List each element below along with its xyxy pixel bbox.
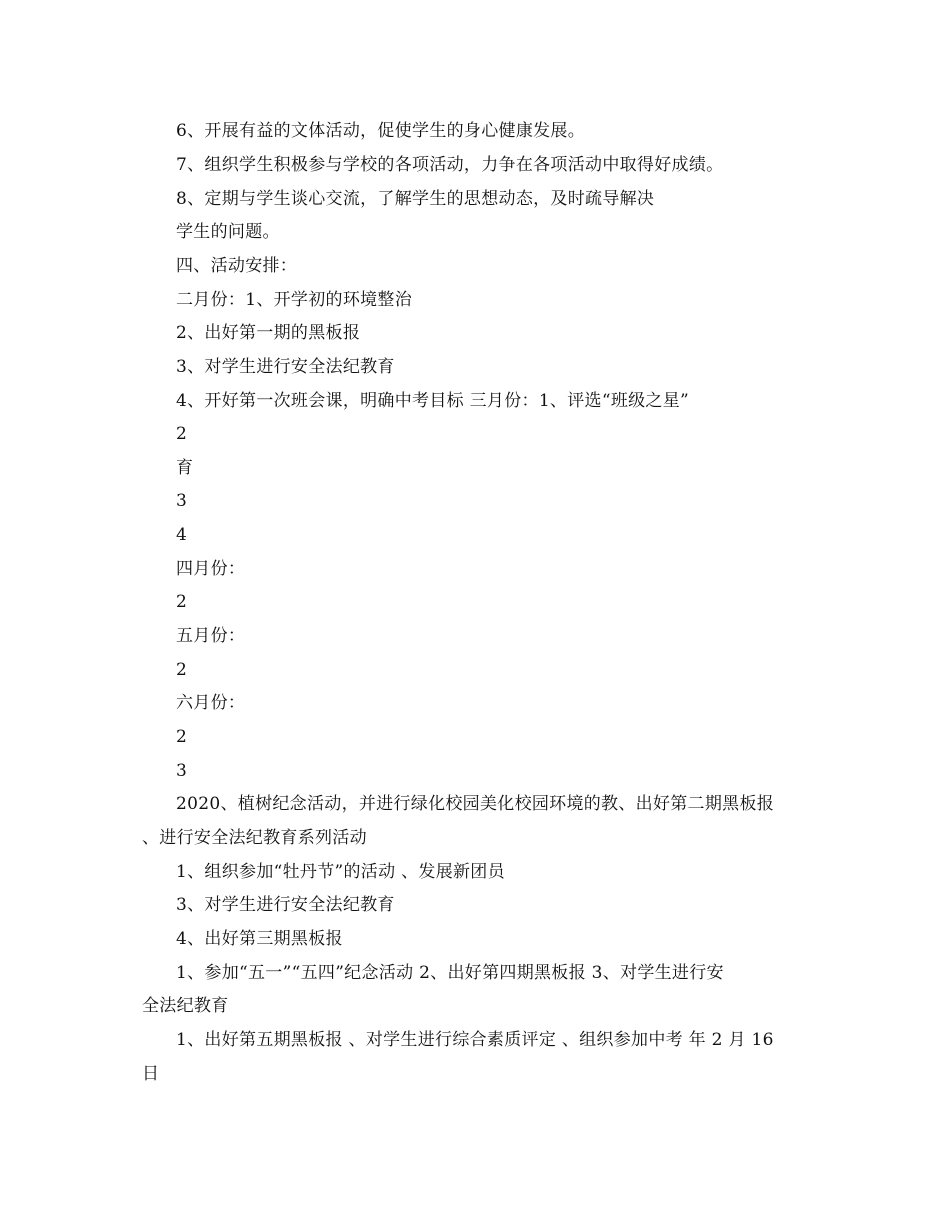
text-line: 4、出好第三期黑板报 xyxy=(176,929,343,949)
text-line: 五月份： xyxy=(176,626,246,646)
text-line: 、进行安全法纪教育系列活动 xyxy=(142,828,367,848)
text-line: 3、对学生进行安全法纪教育 xyxy=(176,357,395,377)
text-line: 2 xyxy=(176,424,188,444)
text-line: 四月份： xyxy=(176,559,246,579)
text-line: 3 xyxy=(176,761,188,781)
text-line: 育 xyxy=(176,458,194,478)
section-heading: 四、活动安排： xyxy=(176,256,298,276)
text-line: 学生的问题。 xyxy=(176,222,280,242)
text-line: 1、组织参加“牡丹节”的活动 、发展新团员 xyxy=(176,862,505,882)
text-line: 1、参加“五一”“五四”纪念活动 2、出好第四期黑板报 3、对学生进行安 xyxy=(176,963,724,983)
text-line: 8、定期与学生谈心交流，了解学生的思想动态，及时疏导解决 xyxy=(176,189,655,209)
text-line: 全法纪教育 xyxy=(142,996,229,1016)
text-line: 2020、植树纪念活动，并进行绿化校园美化校园环境的教、出好第二期黑板报 xyxy=(176,794,775,814)
text-line: 3、对学生进行安全法纪教育 xyxy=(176,895,395,915)
text-line: 2 xyxy=(176,727,188,747)
text-line: 1、出好第五期黑板报 、对学生进行综合素质评定 、组织参加中考 年 2 月 16 xyxy=(176,1030,774,1050)
text-line: 4 xyxy=(176,525,188,545)
text-line: 6、开展有益的文体活动，促使学生的身心健康发展。 xyxy=(176,121,586,141)
text-line: 2、出好第一期的黑板报 xyxy=(176,323,361,343)
text-line: 六月份： xyxy=(176,693,246,713)
text-line: 日 xyxy=(142,1064,160,1084)
text-line: 2 xyxy=(176,592,188,612)
text-line: 7、组织学生积极参与学校的各项活动，力争在各项活动中取得好成绩。 xyxy=(176,155,724,175)
text-line: 3 xyxy=(176,491,188,511)
text-line: 二月份：1、开学初的环境整治 xyxy=(176,290,413,310)
text-line: 2 xyxy=(176,660,188,680)
text-line: 4、开好第一次班会课，明确中考目标 三月份：1、评选“班级之星” xyxy=(176,391,690,411)
